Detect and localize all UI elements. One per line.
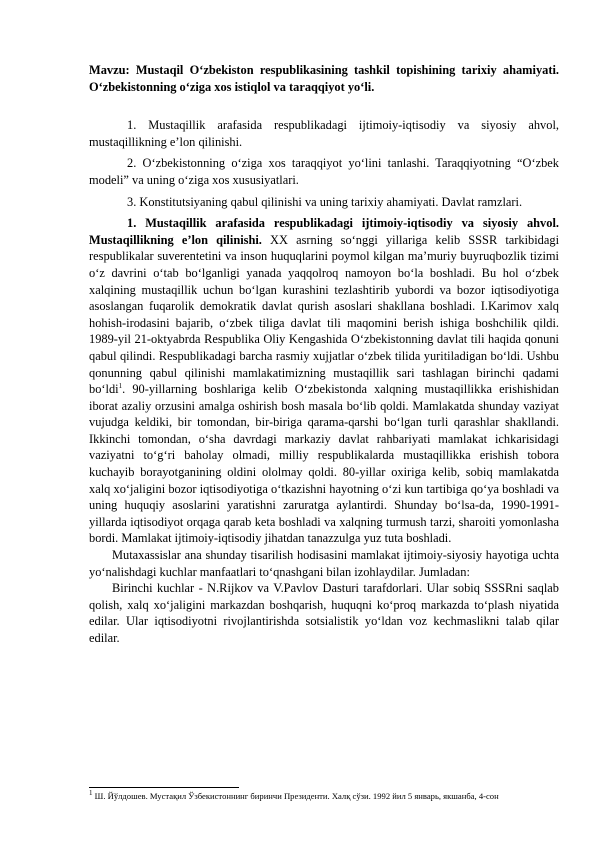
section1-heading: 1. Mustaqillik arafasida respublikadagi ijtimoiy-iqtisodiy va siyosiy ahvol. Mustaqillikning e’lon qilinishi.: [89, 216, 559, 247]
section1-paragraph: [89, 215, 559, 547]
section1-text-a: XX asrning so‘nggi yillariga kelib SSSR tarkibidagi respublikalar suverentetini va inson huquqlarini poymol kilgan ma’muriy buyruqbozlik tizimi o‘z davrini o‘tab bo‘lganligi yanada yaqqolroq namoyon bo‘la boshladi. Bu hol o‘zbek xalqining mustaqillik uchun bo‘lgan kurashini tezlashtirib yubordi va bozor iqtisodiyotiga asoslangan fuqarolik demokratik davlat qurish asoslari shakllana boshladi. I.Karimov xalq hohish-irodasini bajarib, o‘zbek tiliga davlat tili maqomini berish ishiga boshchilik qildi. 1989-yil 21-oktyabrda Respublika Oliy Kengashida O‘zbekistonning davlat tili haqida qonuni qabul qilindi. Respublikadagi barcha rasmiy xujjatlar o‘zbek tilida yuritiladigan bo‘ldi. Ushbu qonunning qabul qilinishi mamlakatimizning mustaqillik sari tashlagan birinchi qadami bo‘ldi: [89, 232, 560, 397]
footnote: [89, 791, 559, 802]
footnote-text: Ш. Йўлдошев. Мустақил Ўзбекистоннинг биринчи Президенти. Халқ сўзи. 1992 йил 5 январь, якшанба, 4-сон: [92, 791, 499, 801]
paragraph-first-forces: Birinchi kuchlar - N.Rijkov va V.Pavlov Dasturi tarafdorlari. Ular sobiq SSSRni saqlab qolish, xalq xo‘jaligini markazdan boshqarish, huquqni ko‘proq markazda to‘plash niyatida edilar. Ular iqtisodiyotni rivojlantirishda sotsialistik yo‘ldan voz kechmaslikni talab qilar edilar.: [89, 581, 559, 645]
paragraph-experts: Mutaxassislar ana shunday tisarilish hodisasini mamlakat ijtimoiy-siyosiy hayotiga uchta yo‘nalishdagi kuchlar manfaatlari to‘qnashgani bilan izohlaydilar. Jumladan:: [89, 548, 559, 579]
document-page: [89, 62, 559, 647]
plan-item-3: 3. Konstitutsiyaning qabul qilinishi va uning tarixiy ahamiyati. Davlat ramzlari.: [127, 194, 523, 209]
plan-item-2: 2. O‘zbekistonning o‘ziga xos taraqqiyot yo‘lini tanlashi. Taraqqiyotning “O‘zbek modeli” va uning o‘ziga xos xususiyatlari.: [89, 156, 559, 187]
page-title: Mavzu: Mustaqil O‘zbekiston respublikasining tashkil topishining tarixiy ahamiyati. O‘zbekistonning o‘ziga xos istiqlol va taraqqiyot yo‘li.: [89, 63, 559, 94]
footnote-marker: 1: [89, 789, 93, 798]
plan-item-1: 1. Mustaqillik arafasida respublikadagi ijtimoiy-iqtisodiy va siyosiy ahvol, mustaqillikning e’lon qilinishi.: [89, 118, 559, 149]
section1-text-b: . 90-yillarning boshlariga kelib O‘zbekistonda xalqning mustaqillikka erishishidan iborat azaliy orzusini amalga oshirish bosh masala bo‘lib qoldi. Mamlakatda shunday vaziyat vujudga keldiki, bir tomondan, bir-biriga qarama-qarshi bo‘lgan turli qarashlar shakllandi. Ikkinchi tomondan, o‘sha davrdagi markaziy davlat rahbariyati mamlakat ichkarisidagi vaziyatni to‘g‘ri baholay olmadi, milliy respublikalarda mustaqillikka erishish tobora kuchayib borayotganining oldini ololmay qoldi. 80-yillar oxiriga kelib, sobiq mamlakatda xalq xo‘jaligini bozor iqtisodiyotiga o‘tkazishni hayotning o‘zi kun tartibiga qo‘ya boshladi va uning huquqiy asoslarini yaratishni zaruratga aylantirdi. Shunday bo‘lsa-da, 1990-1991-yillarda iqtisodiyot orqaga qarab keta boshladi va xalqning turmush tarzi, sharoiti yomonlasha bordi. Mamlakat ijtimoiy-iqtisodiy jihatdan tanazzulga yuz tuta boshladi.: [89, 382, 559, 546]
footnote-reference[interactable]: 1: [118, 381, 123, 390]
footnote-separator: [89, 787, 239, 788]
